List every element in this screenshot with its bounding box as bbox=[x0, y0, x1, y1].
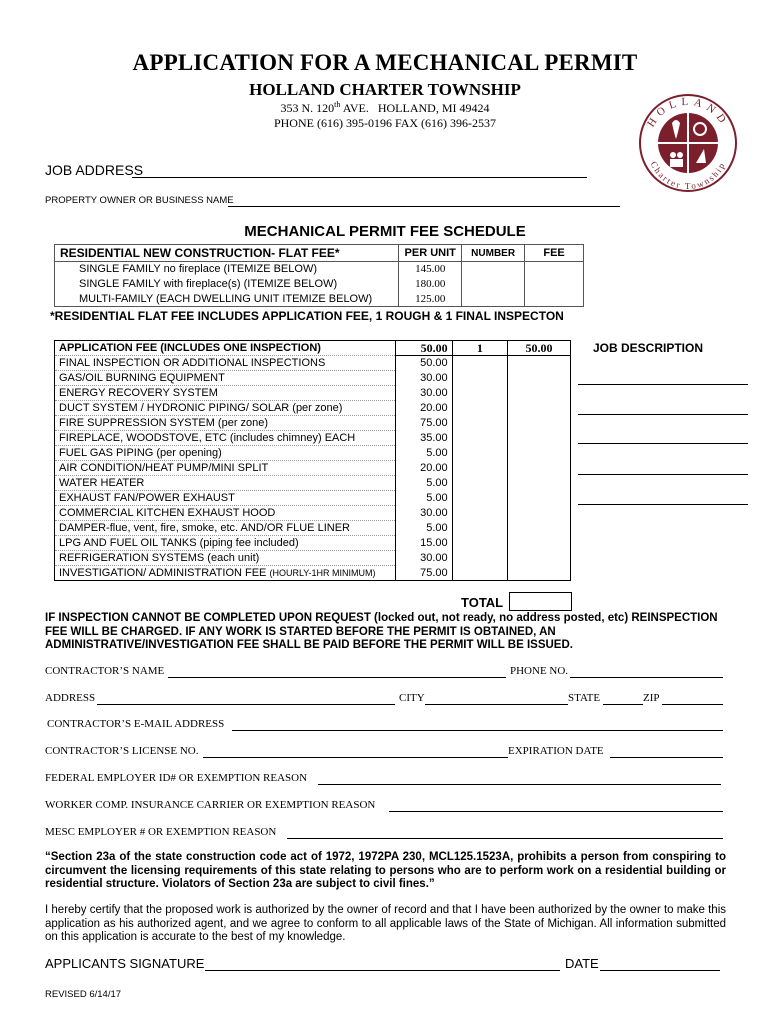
table-row bbox=[55, 506, 571, 521]
fee-amount-field[interactable] bbox=[508, 536, 571, 551]
table-row: SINGLE FAMILY no fireplace (ITEMIZE BELOW) 145.00 bbox=[55, 262, 584, 277]
expiration-field[interactable] bbox=[610, 757, 723, 758]
signature-label: APPLICANTS SIGNATURE bbox=[45, 956, 205, 971]
phone-field[interactable] bbox=[570, 677, 723, 678]
revised-date: REVISED 6/14/17 bbox=[45, 989, 122, 1000]
email-field[interactable] bbox=[232, 730, 723, 731]
fee-number-field[interactable] bbox=[452, 506, 507, 521]
fee-item-label: FIREPLACE, WOODSTOVE, ETC (includes chimney) EACH bbox=[55, 431, 396, 446]
reinspection-notice: IF INSPECTION CANNOT BE COMPLETED UPON REQUEST (locked out, not ready, no address posted, etc) REINSPECTION FEE WILL BE CHARGED. IF ANY WORK IS STARTED BEFORE THE PERMIT IS OBTAINED, AN ADMINISTRATIVE/INVESTIGATION FEE SHALL BE PAID BEFORE THE PERMIT WILL BE ISSUED. bbox=[45, 612, 718, 651]
fee-item-label: LPG AND FUEL OIL TANKS (piping fee included) bbox=[55, 536, 396, 551]
expiration-label: EXPIRATION DATE bbox=[508, 745, 604, 757]
fee-amount-field[interactable] bbox=[508, 506, 571, 521]
email-label: CONTRACTOR’S E-MAIL ADDRESS bbox=[47, 718, 225, 730]
date-label: DATE bbox=[565, 956, 599, 971]
table-row bbox=[55, 431, 571, 446]
fee-per-unit: 30.00 bbox=[396, 506, 452, 521]
certification-text: I hereby certify that the proposed work is authorized by the owner of record and that I have been authorized by the owner to make this application as his authorized agent, and we agree to conform to all applicable laws of the State of Michigan. All information submitted on this application is accurate to the best of my knowledge. bbox=[45, 904, 726, 943]
fee-amount-field[interactable] bbox=[508, 551, 571, 566]
contractor-name-label: CONTRACTOR’S NAME bbox=[45, 665, 165, 677]
fee-per-unit: 5.00 bbox=[396, 476, 452, 491]
fee-per-unit: 75.00 bbox=[396, 416, 452, 431]
job-description-line-3[interactable] bbox=[578, 443, 748, 444]
license-label: CONTRACTOR’S LICENSE NO. bbox=[45, 745, 199, 757]
job-description-label: JOB DESCRIPTION bbox=[593, 341, 704, 355]
fee-item-label: DAMPER-flue, vent, fire, smoke, etc. AND/OR FLUE LINER bbox=[55, 521, 396, 536]
fee-item-label: WATER HEATER bbox=[55, 476, 396, 491]
fee-per-unit: 15.00 bbox=[396, 536, 452, 551]
fee-number-field[interactable] bbox=[452, 566, 507, 581]
fee-number-field[interactable] bbox=[452, 551, 507, 566]
township-seal-logo bbox=[636, 93, 740, 193]
state-field[interactable] bbox=[603, 704, 643, 705]
phone-label: PHONE NO. bbox=[510, 665, 569, 677]
svg-text:HOLLAND: HOLLAND bbox=[645, 95, 731, 130]
number-field[interactable] bbox=[462, 277, 525, 292]
owner-label: PROPERTY OWNER OR BUSINESS NAME bbox=[45, 195, 234, 206]
svg-text:Charter Township: Charter Township bbox=[648, 159, 728, 192]
total-label: TOTAL bbox=[461, 595, 504, 610]
fee-number-field[interactable] bbox=[452, 386, 507, 401]
fee-amount-field[interactable] bbox=[508, 461, 571, 476]
per-unit-header: PER UNIT bbox=[399, 245, 462, 262]
fee-per-unit: 30.00 bbox=[396, 551, 452, 566]
zip-field[interactable] bbox=[662, 704, 723, 705]
table-row bbox=[55, 491, 571, 506]
federal-id-label: FEDERAL EMPLOYER ID# OR EXEMPTION REASON bbox=[45, 772, 308, 784]
residential-heading: RESIDENTIAL NEW CONSTRUCTION- FLAT FEE* bbox=[55, 245, 399, 262]
fee-number-field[interactable] bbox=[452, 536, 507, 551]
fee-per-unit: 5.00 bbox=[396, 446, 452, 461]
table-row bbox=[55, 461, 571, 476]
fee-amount-field[interactable] bbox=[508, 566, 571, 581]
table-row bbox=[55, 521, 571, 536]
township-address: 353 N. 120th AVE. HOLLAND, MI 49424 bbox=[280, 100, 490, 115]
table-row bbox=[55, 386, 571, 401]
fee-amount-field[interactable] bbox=[508, 356, 571, 371]
fee-amount-field[interactable] bbox=[508, 371, 571, 386]
fee-per-unit: 5.00 bbox=[396, 521, 452, 536]
fee-per-unit: 30.00 bbox=[396, 386, 452, 401]
fee-amount-field[interactable] bbox=[508, 431, 571, 446]
fee-amount-field[interactable]: 50.00 bbox=[508, 341, 571, 356]
fee-field[interactable] bbox=[525, 262, 584, 277]
address-label: ADDRESS bbox=[45, 692, 96, 704]
owner-field[interactable] bbox=[228, 206, 620, 207]
fee-item-label: APPLICATION FEE (INCLUDES ONE INSPECTION) bbox=[55, 341, 396, 356]
table-row bbox=[55, 371, 571, 386]
fee-item-label: ENERGY RECOVERY SYSTEM bbox=[55, 386, 396, 401]
fee-item-label: FIRE SUPPRESSION SYSTEM (per zone) bbox=[55, 416, 396, 431]
fee-field[interactable] bbox=[525, 292, 584, 307]
fee-amount-field[interactable] bbox=[508, 476, 571, 491]
fee-per-unit: 20.00 bbox=[396, 401, 452, 416]
fee-number-field[interactable] bbox=[452, 491, 507, 506]
fee-number-field[interactable] bbox=[452, 431, 507, 446]
fee-number-field[interactable] bbox=[452, 521, 507, 536]
fee-number-field[interactable] bbox=[452, 476, 507, 491]
number-header: NUMBER bbox=[462, 245, 525, 262]
fee-item-label: GAS/OIL BURNING EQUIPMENT bbox=[55, 371, 396, 386]
license-field[interactable] bbox=[203, 757, 508, 758]
fee-number-field[interactable] bbox=[452, 446, 507, 461]
workers-comp-label: WORKER COMP. INSURANCE CARRIER OR EXEMPTION REASON bbox=[45, 799, 376, 811]
number-field[interactable] bbox=[462, 262, 525, 277]
fee-amount-field[interactable] bbox=[508, 401, 571, 416]
fee-number-field[interactable]: 1 bbox=[452, 341, 507, 356]
table-row: MULTI-FAMILY (EACH DWELLING UNIT ITEMIZE BELOW) 125.00 bbox=[55, 292, 584, 307]
table-row bbox=[55, 566, 571, 581]
fee-per-unit: 50.00 bbox=[396, 356, 452, 371]
signature-field[interactable] bbox=[205, 970, 560, 971]
contractor-name-field[interactable] bbox=[168, 677, 506, 678]
fee-item-label: AIR CONDITION/HEAT PUMP/MINI SPLIT bbox=[55, 461, 396, 476]
section-23a-notice: “Section 23a of the state construction code act of 1972, 1972PA 230, MCL125.1523A, prohibits a person from conspiring to circumvent the licensing requirements of this state relating to persons who are to perform work on a residential building or residential structure. Violators of Section 23a are subject to civil fines.” bbox=[45, 851, 726, 890]
job-address-label: JOB ADDRESS bbox=[45, 162, 144, 178]
mechanical-fee-table bbox=[54, 340, 571, 581]
fee-item-label: DUCT SYSTEM / HYDRONIC PIPING/ SOLAR (per zone) bbox=[55, 401, 396, 416]
fee-per-unit: 20.00 bbox=[396, 461, 452, 476]
table-row bbox=[55, 356, 571, 371]
fee-number-field[interactable] bbox=[452, 401, 507, 416]
township-name: HOLLAND CHARTER TOWNSHIP bbox=[249, 80, 521, 99]
fee-number-field[interactable] bbox=[452, 371, 507, 386]
job-description-line-4[interactable] bbox=[578, 474, 748, 475]
fee-per-unit: 75.00 bbox=[396, 566, 452, 581]
fee-item-label: FUEL GAS PIPING (per opening) bbox=[55, 446, 396, 461]
job-description-line-1[interactable] bbox=[578, 384, 748, 385]
table-row: SINGLE FAMILY with fireplace(s) (ITEMIZE BELOW) 180.00 bbox=[55, 277, 584, 292]
job-description-line-5[interactable] bbox=[578, 504, 748, 505]
fee-header: FEE bbox=[525, 245, 584, 262]
workers-comp-field[interactable] bbox=[389, 811, 723, 812]
table-row bbox=[55, 401, 571, 416]
fee-per-unit: 5.00 bbox=[396, 491, 452, 506]
fee-per-unit: 50.00 bbox=[396, 341, 452, 356]
table-row bbox=[55, 551, 571, 566]
page-title: APPLICATION FOR A MECHANICAL PERMIT bbox=[132, 50, 638, 75]
date-field[interactable] bbox=[600, 970, 720, 971]
residential-note: *RESIDENTIAL FLAT FEE INCLUDES APPLICATION FEE, 1 ROUGH & 1 FINAL INSPECTON bbox=[50, 309, 564, 323]
job-address-field[interactable] bbox=[132, 177, 587, 178]
mesc-field[interactable] bbox=[287, 838, 723, 839]
fee-number-field[interactable] bbox=[452, 356, 507, 371]
township-phone: PHONE (616) 395-0196 FAX (616) 396-2537 bbox=[273, 116, 497, 130]
table-row bbox=[55, 341, 571, 356]
fee-item-label: EXHAUST FAN/POWER EXHAUST bbox=[55, 491, 396, 506]
job-description-line-2[interactable] bbox=[578, 414, 748, 415]
fee-amount-field[interactable] bbox=[508, 521, 571, 536]
table-row bbox=[55, 536, 571, 551]
fee-per-unit: 35.00 bbox=[396, 431, 452, 446]
federal-id-field[interactable] bbox=[318, 784, 721, 785]
table-row bbox=[55, 476, 571, 491]
mesc-label: MESC EMPLOYER # OR EXEMPTION REASON bbox=[45, 826, 277, 838]
fee-amount-field[interactable] bbox=[508, 416, 571, 431]
fee-number-field[interactable] bbox=[452, 461, 507, 476]
city-field[interactable] bbox=[425, 704, 568, 705]
fee-item-label: INVESTIGATION/ ADMINISTRATION FEE (HOURLY-1HR MINIMUM) bbox=[55, 566, 396, 581]
fee-amount-field[interactable] bbox=[508, 491, 571, 506]
table-row bbox=[55, 416, 571, 431]
fee-amount-field[interactable] bbox=[508, 386, 571, 401]
fee-schedule-title: MECHANICAL PERMIT FEE SCHEDULE bbox=[244, 223, 526, 240]
address-field[interactable] bbox=[97, 704, 395, 705]
total-field[interactable] bbox=[509, 592, 572, 611]
table-row bbox=[55, 446, 571, 461]
fee-amount-field[interactable] bbox=[508, 446, 571, 461]
fee-per-unit: 30.00 bbox=[396, 371, 452, 386]
state-label: STATE bbox=[568, 692, 601, 704]
zip-label: ZIP bbox=[643, 692, 660, 704]
fee-item-label: COMMERCIAL KITCHEN EXHAUST HOOD bbox=[55, 506, 396, 521]
fee-number-field[interactable] bbox=[452, 416, 507, 431]
fee-item-label: FINAL INSPECTION OR ADDITIONAL INSPECTIONS bbox=[55, 356, 396, 371]
fee-item-label: REFRIGERATION SYSTEMS (each unit) bbox=[55, 551, 396, 566]
number-field[interactable] bbox=[462, 292, 525, 307]
city-label: CITY bbox=[399, 692, 425, 704]
residential-fee-table bbox=[54, 244, 584, 307]
fee-field[interactable] bbox=[525, 277, 584, 292]
